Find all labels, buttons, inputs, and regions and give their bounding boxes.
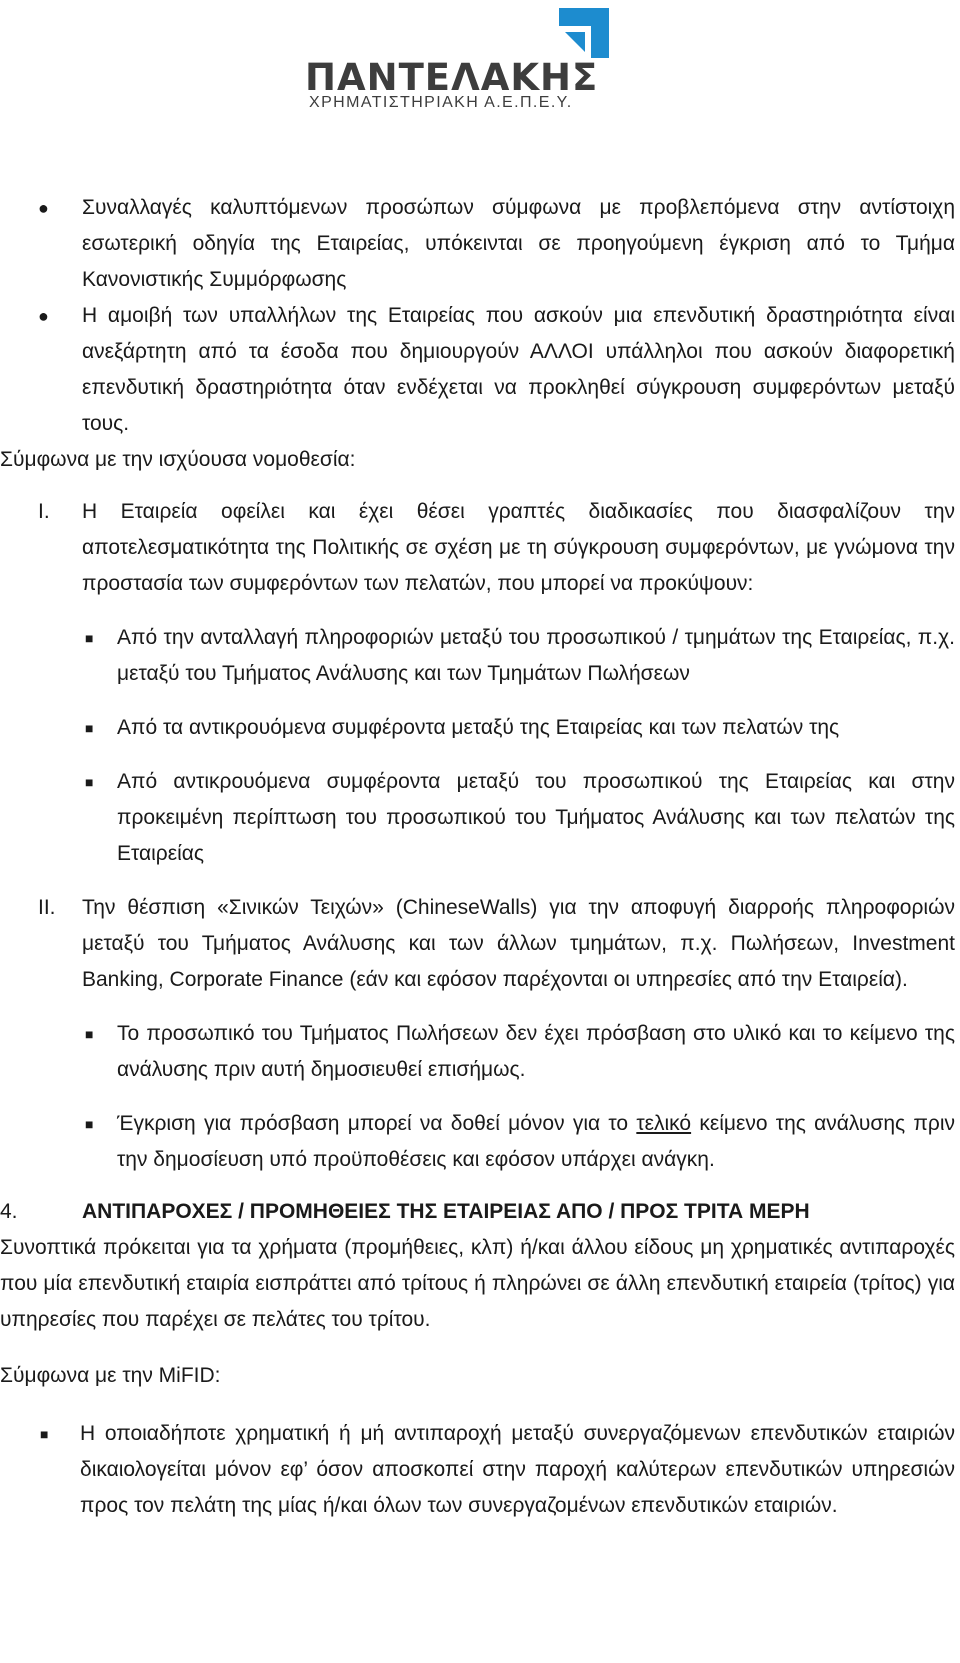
sub-item-text: Από τα αντικρουόμενα συμφέροντα μεταξύ της Εταιρείας και των πελατών της — [117, 716, 840, 739]
section-heading — [0, 1194, 955, 1230]
mifid-item-text: Η οποιαδήποτε χρηματική ή μή αντιπαροχή μεταξύ συνεργαζόμενων επενδυτικών εταιριών δικαιολογείται μόνον εφ’ όσον αποσκοπεί στην παροχή καλύτερων επενδυτικών υπηρεσιών προς τον πελάτη της μίας ή/και όλων των συνεργαζομένων επενδυτικών εταιριών. — [80, 1422, 955, 1517]
sub-list-item — [0, 620, 955, 692]
bullet-text: Η αμοιβή των υπαλλήλων της Εταιρείας που ασκούν μια επενδυτική δραστηριότητα είναι ανεξάρτητη από τα έσοδα που δημιουργούν ΑΛΛΟΙ υπάλληλοι που ασκούν διαφορετική επενδυτική δραστηριότητα όταν ενδέχεται να προκληθεί σύγκρουση συμφερόντων μεταξύ τους. — [82, 304, 955, 435]
sub-list-item — [0, 1016, 955, 1088]
sub-item-text: Το προσωπικό του Τμήματος Πωλήσεων δεν έχει πρόσβαση στο υλικό και το κείμενο της ανάλυσης πριν αυτή δημοσιευθεί επισήμως. — [117, 1022, 955, 1081]
list-item — [0, 1416, 955, 1524]
bullet-text: Συναλλαγές καλυπτόμενων προσώπων σύμφωνα με προβλεπόμενα στην αντίστοιχη εσωτερική οδηγία της Εταιρείας, υπόκεινται σε προηγούμενη έγκριση από το Τμήμα Κανονιστικής Συμμόρφωσης — [82, 196, 955, 291]
square-bullet-icon: ■ — [85, 774, 94, 790]
roman-item-text: Την θέσπιση «Σινικών Τειχών» (ChineseWalls) για την αποφυγή διαρροής πληροφοριών μεταξύ του Τμήματος Ανάλυσης και των άλλων τμημάτων, π.χ. Πωλήσεων, Investment Banking, Corporate Finance (εάν και εφόσον παρέχονται οι υπηρεσίες από την Εταιρεία). — [82, 896, 955, 991]
roman-list-item — [0, 494, 955, 602]
bullet-icon: ● — [38, 306, 49, 326]
sub-item-text-before: Έγκριση για πρόσβαση μπορεί να δοθεί μόνον για το — [117, 1112, 637, 1135]
roman-list-item — [0, 890, 955, 998]
underlined-word: τελικό — [636, 1112, 692, 1135]
sub-item-text: Από αντικρουόμενα συμφέροντα μεταξύ του προσωπικού της Εταιρείας και στην προκειμένη περίπτωση του προσωπικού του Τμήματος Ανάλυσης και των πελατών της Εταιρείας — [117, 770, 955, 865]
square-bullet-icon: ■ — [85, 720, 94, 736]
logo-mark-icon — [541, 8, 609, 58]
roman-numeral: II. — [38, 896, 56, 919]
sub-list-item — [0, 764, 955, 872]
sub-list-item — [0, 710, 955, 746]
square-bullet-icon: ■ — [85, 630, 94, 646]
company-name: ΠΑΝΤΕΛΑΚΗΣ — [305, 56, 599, 99]
section-body: Συνοπτικά πρόκειται για τα χρήματα (προμήθειες, κλπ) ή/και άλλου είδους μη χρηματικές αντιπαροχές που μία επενδυτική εταιρία εισπράττει από τρίτους ή πληρώνει σε άλλη επενδυτική εταιρεία (τρίτος) για υπηρεσίες που παρέχει σε πελάτες του τρίτου. — [0, 1236, 955, 1331]
mifid-intro: Σύμφωνα με την MiFID: — [0, 1364, 221, 1387]
roman-numeral: I. — [38, 500, 50, 523]
document-body — [0, 190, 955, 1524]
bullet-icon: ● — [38, 198, 49, 218]
roman-item-text: Η Εταιρεία οφείλει και έχει θέσει γραπτές διαδικασίες που διασφαλίζουν την αποτελεσματικότητα της Πολιτικής σε σχέση με τη σύγκρουση συμφερόντων, με γνώμονα την προστασία των συμφερόντων των πελατών, που μπορεί να προκύψουν: — [82, 500, 955, 595]
square-bullet-icon: ■ — [40, 1426, 49, 1442]
list-item — [0, 190, 955, 298]
sub-item-text-after: κείμενο της ανάλυσης πριν την δημοσίευση υπό προϋποθέσεις και εφόσον υπάρχει ανάγκη. — [117, 1112, 955, 1171]
list-item — [0, 298, 955, 442]
sub-item-text: Από την ανταλλαγή πληροφοριών μεταξύ του προσωπικού / τμημάτων της Εταιρείας, π.χ. μεταξύ του Τμήματος Ανάλυσης και των Τμημάτων Πωλήσεων — [117, 626, 955, 685]
company-logo — [305, 8, 645, 111]
section-title: ΑΝΤΙΠΑΡΟΧΕΣ / ΠΡΟΜΗΘΕΙΕΣ ΤΗΣ ΕΤΑΙΡΕΙΑΣ ΑΠΟ / ΠΡΟΣ ΤΡΙΤΑ ΜΕΡΗ — [82, 1200, 810, 1223]
square-bullet-icon: ■ — [85, 1026, 94, 1042]
section-number: 4. — [0, 1200, 18, 1223]
sub-list-item — [0, 1106, 955, 1178]
company-subtitle: ΧΡΗΜΑΤΙΣΤΗΡΙΑΚΗ Α.Ε.Π.Ε.Υ. — [309, 94, 573, 111]
square-bullet-icon: ■ — [85, 1116, 94, 1132]
legislation-intro: Σύμφωνα με την ισχύουσα νομοθεσία: — [0, 448, 356, 471]
